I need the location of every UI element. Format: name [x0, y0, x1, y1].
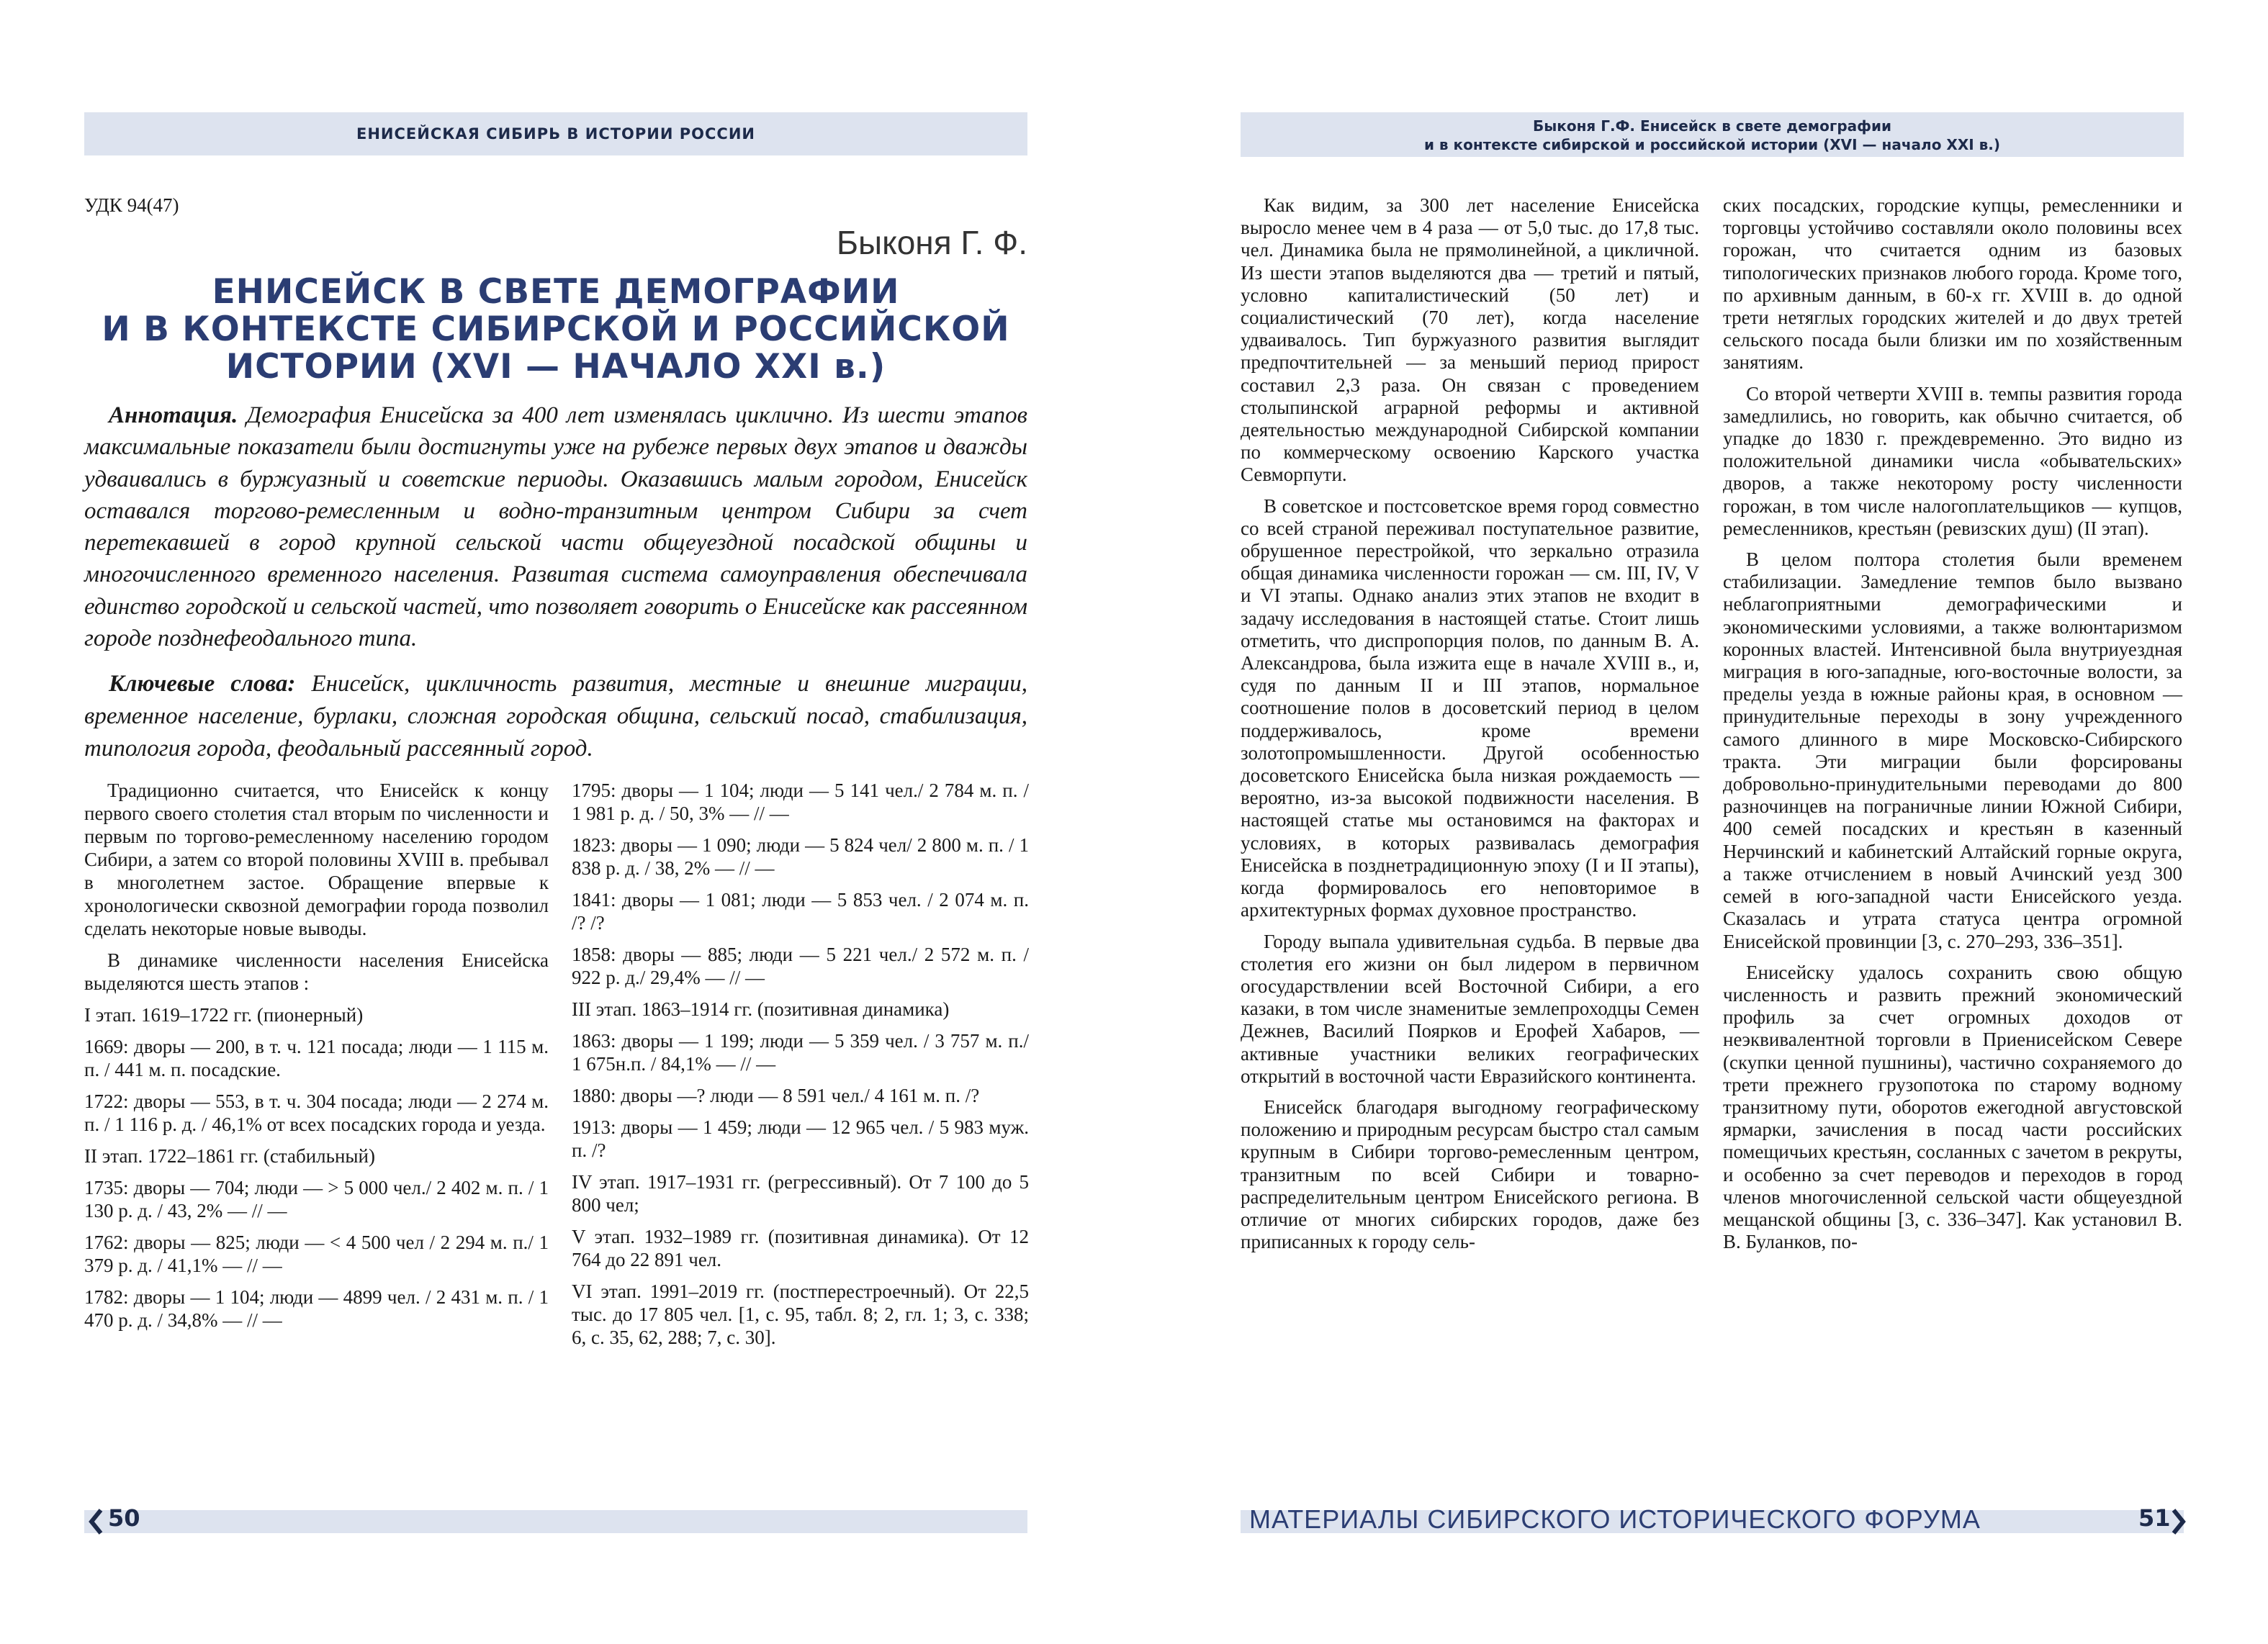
running-header-left — [84, 112, 1027, 155]
annotation-text: Демография Енисейска за 400 лет изменялась циклично. Из шести этапов максимальные показатели были достигнуты уже на рубеже первых двух этапов и дважды удваивались в буржуазный и советские периоды. Оказавшись малым городом, Енисейск оставался торгово-ремесленным и водно-транзитным центром Сибири за счет перетекавшей в город крупной сельской части общеуездной посадской общины и многочисленного временного населения. Развитая система самоуправления обеспечивала единство городской и сельской частей, что позволяет говорить о Енисейске как рассеянном городе позднефеодального типа. — [84, 402, 1027, 652]
article-title-line: И В КОНТЕКСТЕ СИБИРСКОЙ И РОССИЙСКОЙ — [102, 310, 1010, 349]
article-title-line: ЕНИСЕЙСК В СВЕТЕ ДЕМОГРАФИИ — [212, 272, 900, 312]
page-number-right: 51 — [2138, 1504, 2171, 1532]
paragraph: Енисейску удалось сохранить свою общую численность и развить прежний экономический профиль за счет огромных доходов от неэквивалентной торговли в Приенисейском Севере (скупки ценной пушнины), частично сохраняемого до трети прежнего грузопотока по старому водному транзитному пути, оборотов ежегодной августовской ярмарки, зачисления в посад части российских помещичьих крестьян, сосланных с зачетом в рекруты, и особенно за счет переводов и переходов в город членов многочисленной сельской части общеуездной мещанской общины [3, с. 336–347]. Как установил В. В. Буланков, по- — [1723, 961, 2182, 1253]
data-entry: 1669: дворы — 200, в т. ч. 121 посада; люди — 1 115 м. п. / 441 м. п. посадские. — [84, 1036, 549, 1080]
right-column-1 — [1241, 194, 1699, 1262]
data-entry: 1841: дворы — 1 081; люди — 5 853 чел. / 2 074 м. п. /? /? — [572, 889, 1029, 934]
annotation — [84, 399, 1027, 654]
running-header-right-line-2: и в контексте сибирской и российской истории (XVI — начало XXI в.) — [1423, 136, 2001, 153]
page-number-left: 50 — [108, 1504, 140, 1532]
data-entry: 1795: дворы — 1 104; люди — 5 141 чел./ 2 784 м. п. / 1 981 р. д. / 50, 3% — // — — [572, 780, 1029, 824]
paragraph: Городу выпала удивительная судьба. В первые два столетия его жизни он был лидером в первичном огосударствлении всей Восточной Сибири, а его казаки, в том числе знаменитые землепроходцы Семен Дежнев, Василий Поярков и Ерофей Хабаров, — активные участники великих географических открытий в восточной части Евразийского континента. — [1241, 930, 1699, 1087]
right-page — [1134, 0, 2268, 1644]
annotation-label: Аннотация. — [109, 402, 238, 428]
paragraph: Со второй четверти XVIII в. темпы развития города замедлились, но говорить, как обычно считается, об упадке до 1830 г. преждевременно. Это видно из положительной динамики числа «обывательских» дворов, а также некоторому росту численности горожан, в том числе налогоплательщиков — купцов, ремесленников, крестьян (ревизских душ) (II этап). — [1723, 382, 2182, 539]
keywords — [84, 668, 1027, 765]
stage-heading: III этап. 1863–1914 гг. (позитивная динамика) — [572, 998, 950, 1020]
data-entry: 1735: дворы — 704; люди — > 5 000 чел./ 2 402 м. п. / 1 130 р. д. / 43, 2% — // — — [84, 1177, 549, 1221]
udk-code: УДК 94(47) — [84, 194, 179, 216]
article-author: Быконя Г. Ф. — [836, 224, 1027, 261]
paragraph: Как видим, за 300 лет население Енисейска выросло менее чем в 4 раза — от 5,0 тыс. до 17,8 тыс. чел. Динамика была не прямолинейной, а цикличной. Из шести этапов выделяются два — третий и пятый, условно капиталистический (50 лет) и социалистический (70 лет), когда население удваивалось. Тип буржуазного развития выглядит предпочтительней — за меньший период прирост составил 2,3 раза. Он связан с проведением столыпинской аграрной реформы и активной деятельностью международной Сибирской компании по коммерческому освоению Карского участка Севморпути. — [1241, 194, 1699, 486]
chevron-right-icon — [2171, 1507, 2187, 1536]
paragraph: В советское и постсоветское время город совместно со всей страной переживал поступательное развитие, обрушенное перестройкой, что зеркально отразила общая динамика численности горожан — см. III, IV, V и VI этапы. Однако анализ этих этапов не входит в задачу исследования в настоящей статье. Стоит лишь отметить, что диспропорция полов, по данным В. А. Александрова, была изжита еще в начале XVIII в., и, судя по данным II и III этапов, нормальное соотношение полов в досоветский период в целом поддерживалось, кроме времени золотопромышленности. Другой особенностью досоветского Енисейска была низкая рождаемость — вероятно, из-за высокой подвижности населения. В настоящей статье мы остановимся на факторах и условиях, в которых развивалась демография Енисейска в позднетрадиционную эпоху (I и II этапы), когда формировалось его неповторимое в архитектурных формах духовное пространство. — [1241, 494, 1699, 921]
running-header-right-line-1: Быконя Г.Ф. Енисейск в свете демографии — [1532, 117, 1892, 135]
data-entry: 1858: дворы — 885; люди — 5 221 чел./ 2 572 м. п. / 922 р. д./ 29,4% — // — — [572, 944, 1029, 988]
data-entry: 1863: дворы — 1 199; люди — 5 359 чел. / 3 757 м. п./ 1 675н.п. / 84,1% — // — — [572, 1030, 1029, 1075]
left-column-1 — [84, 779, 549, 1340]
paragraph: В целом полтора столетия были временем стабилизации. Замедление темпов было вызвано неблагоприятными демографическими и экономическими условиями, а также волюнтаризмом коронных властей. Интенсивной была внутриуездная миграция в юго-западные, юго-восточные волости, за пределы уезда в южные районы края, в основном — принудительные переходы в зону учрежденного самого длинного в мире Московско-Сибирского тракта. Эти миграции были форсированы добровольно-принудительными переводами до 800 разночинцев на пограничные линии Южной Сибири, 400 семей посадских и крестьян в казенный Нерчинский и кабинетский Алтайский горные округа, а также отчислением в новый Ачинский уезд 300 семей в юго-западной части Енисейского уезда. Сказалась и утрата статуса центра огромной Енисейской провинции [3, с. 270–293, 336–351]. — [1723, 548, 2182, 952]
paragraph: Енисейск благодаря выгодному географическому положению и природным ресурсам быстро стал самым крупным в Сибири торгово-ремесленным центром, транзитным по всей Сибири и товарно-распределительным центром Енисейского региона. В отличие от многих сибирских городов, даже без приписанных к городу сель- — [1241, 1096, 1699, 1253]
paragraph: Традиционно считается, что Енисейск к концу первого своего столетия стал вторым по численности и первым по торгово-ремесленному населению городом Сибири, а затем со второй половины XVIII в. пребывал в многолетнем застое. Обращение впервые к хронологически сквозной демографии города позволил сделать некоторые новые выводы. — [84, 780, 549, 939]
stage-heading: II этап. 1722–1861 гг. (стабильный) — [84, 1145, 375, 1167]
article-title-line: ИСТОРИИ (XVI — НАЧАЛО XXI в.) — [225, 347, 886, 387]
footer-bar-left — [84, 1510, 1027, 1533]
keywords-text: Енисейск, цикличность развития, местные и внешние миграции, временное население, бурлаки, сложная городская община, сельский посад, стабилизация, типология города, феодальный рассеянный город. — [84, 671, 1027, 762]
stage-heading: IV этап. 1917–1931 гг. (регрессивный). От 7 100 до 5 800 чел; — [572, 1171, 1029, 1216]
data-entry: 1823: дворы — 1 090; люди — 5 824 чел/ 2 800 м. п. / 1 838 р. д. / 38, 2% — // — — [572, 834, 1029, 879]
data-entry: 1913: дворы — 1 459; люди — 12 965 чел. / 5 983 муж. п. /? — [572, 1116, 1029, 1161]
chevron-left-icon — [88, 1507, 104, 1536]
stage-heading: V этап. 1932–1989 гг. (позитивная динамика). От 12 764 до 22 891 чел. — [572, 1226, 1029, 1270]
data-entry: 1880: дворы —? люди — 8 591 чел./ 4 161 м. п. /? — [572, 1085, 980, 1106]
data-entry: 1782: дворы — 1 104; люди — 4899 чел. / 2 431 м. п. / 1 470 р. д. / 34,8% — // — — [84, 1286, 549, 1331]
journal-title: МАТЕРИАЛЫ СИБИРСКОГО ИСТОРИЧЕСКОГО ФОРУМА — [1249, 1504, 1981, 1534]
keywords-label: Ключевые слова: — [109, 671, 296, 697]
data-entry: 1722: дворы — 553, в т. ч. 304 посада; люди — 2 274 м. п. / 1 116 р. д. / 46,1% от всех посадских города и уезда. — [84, 1090, 549, 1135]
stage-heading: VI этап. 1991–2019 гг. (постперестроечный). От 22,5 тыс. до 17 805 чел. [1, с. 95, табл. 8; 2, гл. 1; 3, с. 338; 6, с. 35, 62, 288; 7, с. 30]. — [572, 1281, 1029, 1348]
paragraph: В динамике численности населения Енисейска выделяются шесть этапов : — [84, 949, 549, 994]
stage-heading: I этап. 1619–1722 гг. (пионерный) — [84, 1004, 364, 1026]
left-column-2 — [572, 779, 1029, 1358]
data-entry: 1762: дворы — 825; люди — < 4 500 чел / 2 294 м. п./ 1 379 р. д. / 41,1% — // — — [84, 1232, 549, 1276]
running-header-right — [1241, 112, 2184, 157]
right-column-2 — [1723, 194, 2182, 1262]
running-header-left-text: ЕНИСЕЙСКАЯ СИБИРЬ В ИСТОРИИ РОССИИ — [356, 125, 755, 143]
paragraph: ских посадских, городские купцы, ремесленники и торговцы устойчиво составляли около половины всех горожан, что считается одним из базовых типологических признаков любого города. Кроме того, по архивным данным, в 60-х гг. XVIII в. до одной трети нетяглых городских жителей и до двух третей сельского посада были близки им по хозяйственным занятиям. — [1723, 194, 2182, 374]
article-title — [84, 274, 1027, 386]
